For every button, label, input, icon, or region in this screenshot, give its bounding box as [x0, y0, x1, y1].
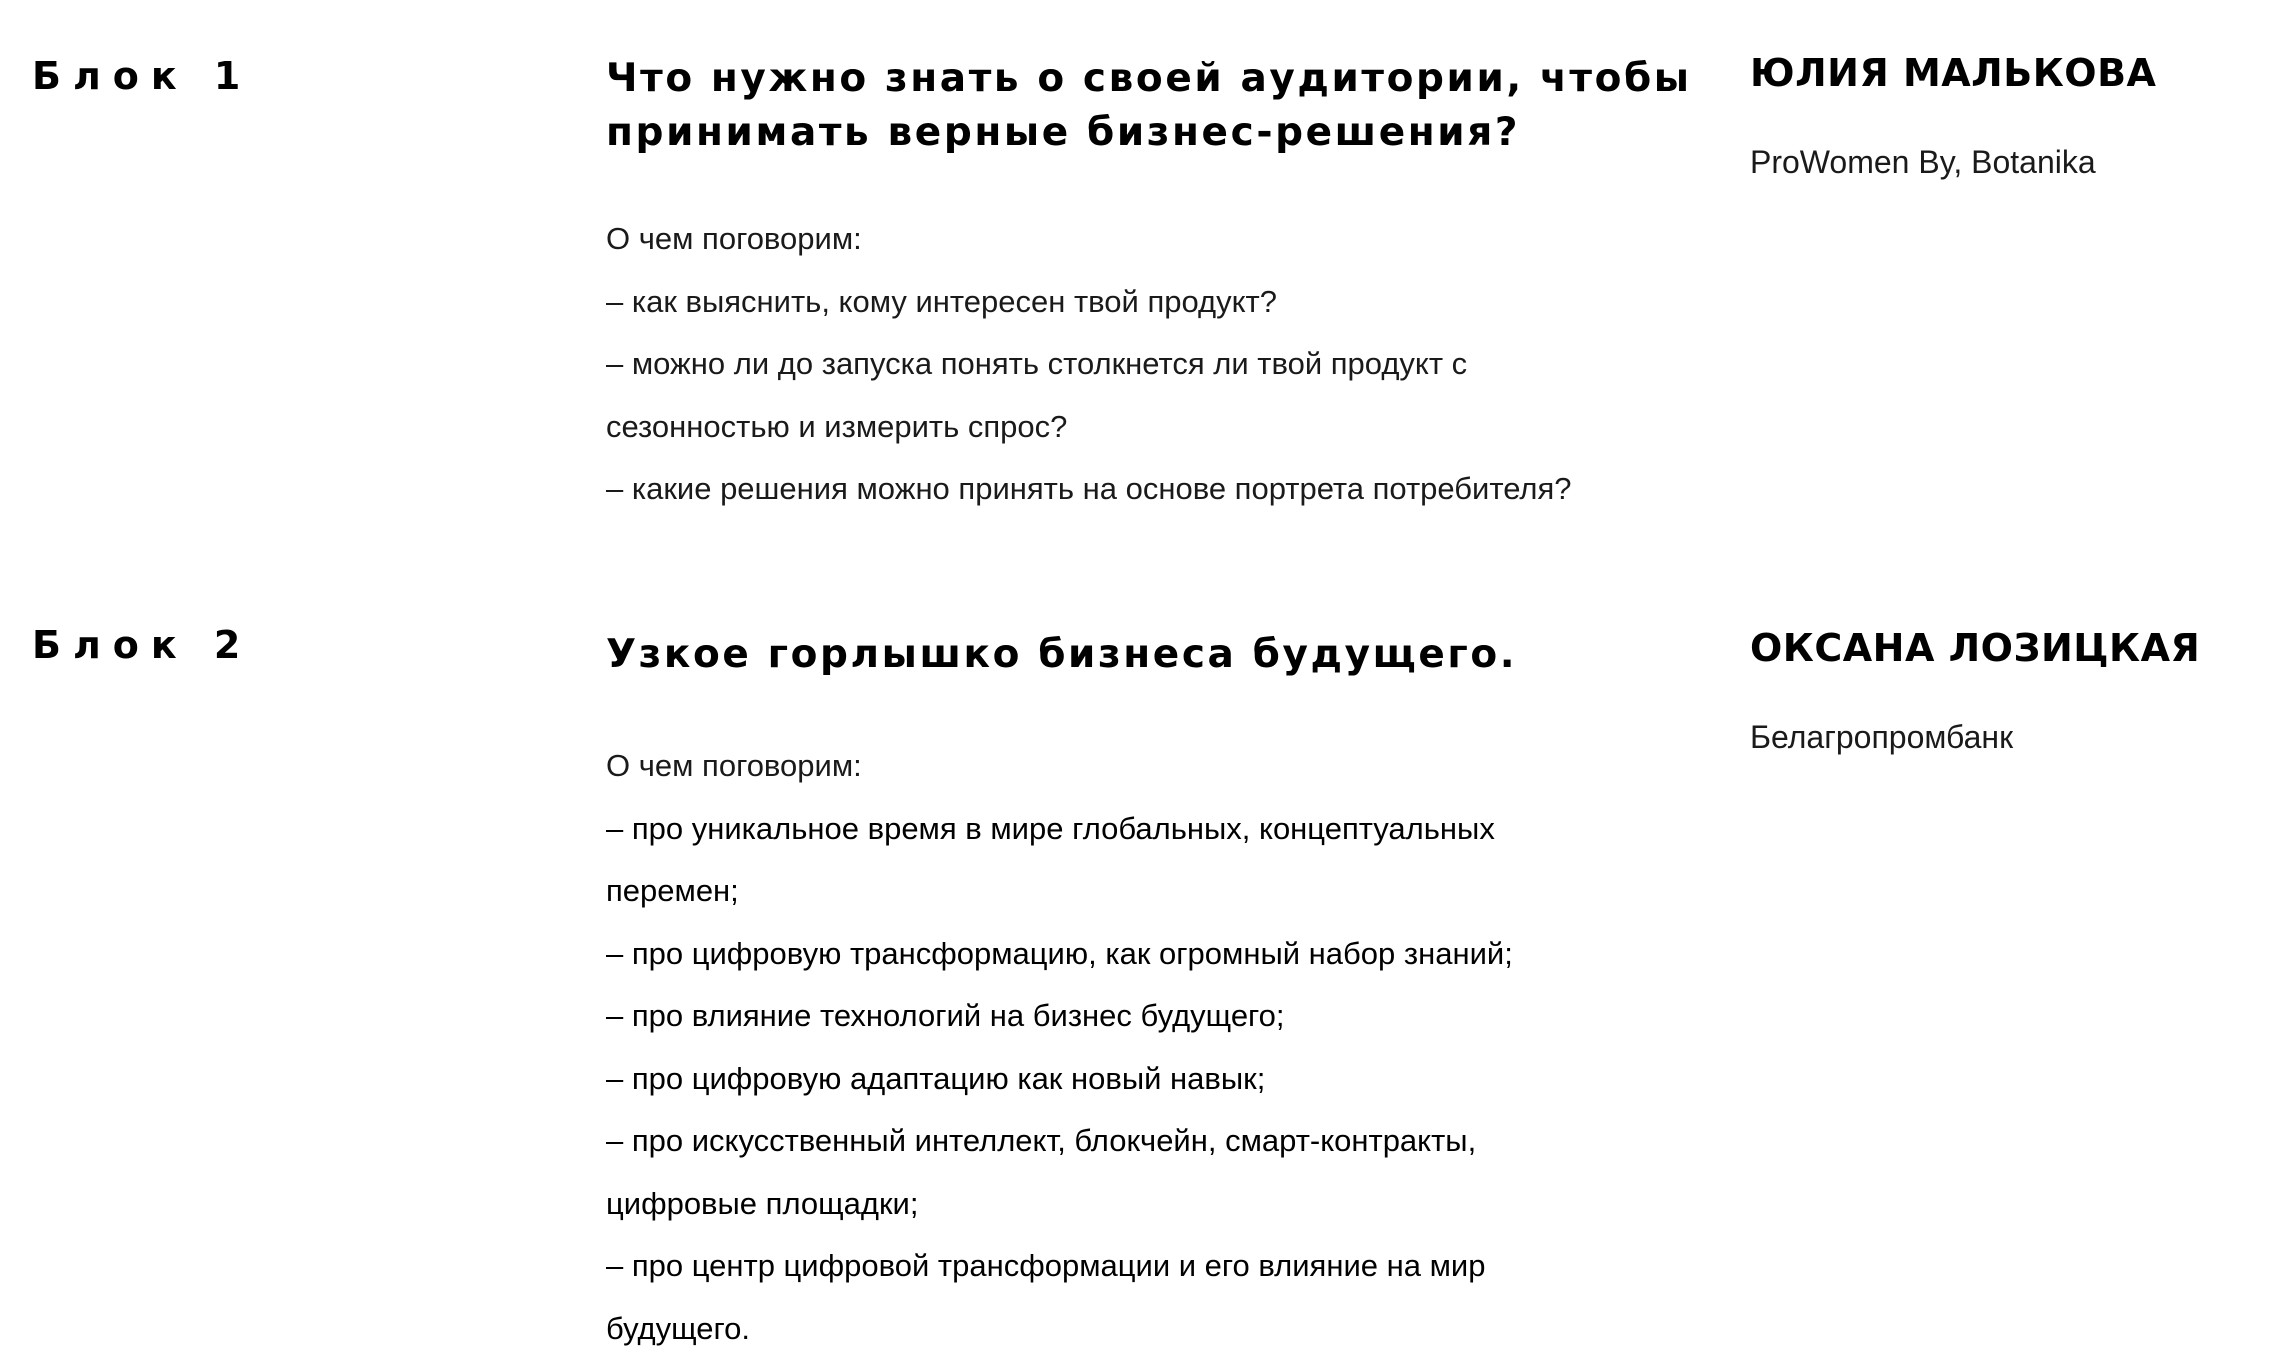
agenda-item: сезонностью и измерить спрос?	[606, 408, 1068, 444]
agenda-item: перемен;	[606, 873, 739, 908]
speaker-org: ProWomen By, Botanika	[1750, 144, 2096, 180]
speaker-card	[1750, 48, 2270, 182]
agenda-item: цифровые площадки;	[606, 1185, 919, 1221]
program-block-1	[0, 0, 2278, 540]
agenda-item: – как выяснить, кому интересен твой продукт?	[606, 283, 1277, 319]
block-label: Блок 2	[32, 623, 253, 667]
topic-title	[606, 628, 1686, 682]
speaker-name: ЮЛИЯ МАЛЬКОВА	[1750, 51, 2157, 95]
agenda-item: – про искусственный интеллект, блокчейн, смарт-контракты,	[606, 1123, 1477, 1158]
speaker-org: Белагропромбанк	[1750, 719, 2014, 755]
agenda-list	[606, 735, 1686, 1360]
topic-content	[606, 52, 1692, 521]
topic-content	[606, 628, 1686, 1360]
agenda-item: – про влияние технологий на бизнес будущего;	[606, 998, 1285, 1033]
topic-title-line: Что нужно знать о своей аудитории, чтобы	[606, 56, 1692, 101]
agenda-item: – какие решения можно принять на основе портрета потребителя?	[606, 471, 1572, 506]
topic-title	[606, 52, 1692, 160]
speaker-name: ОКСАНА ЛОЗИЦКАЯ	[1750, 626, 2201, 670]
agenda-item: – про цифровую адаптацию как новый навык;	[606, 1060, 1266, 1096]
agenda-item: – про уникальное время в мире глобальных, концептуальных	[606, 810, 1495, 846]
agenda-list	[606, 208, 1686, 521]
agenda-item: – про цифровую трансформацию, как огромный набор знаний;	[606, 935, 1513, 971]
topic-title-line: принимать верные бизнес-решения?	[606, 110, 1521, 155]
program-block-2	[0, 575, 2278, 1366]
agenda-item: будущего.	[606, 1310, 751, 1346]
block-label: Блок 1	[32, 54, 253, 98]
speaker-card	[1750, 623, 2270, 757]
agenda-item: – можно ли до запуска понять столкнется ли твой продукт с	[606, 346, 1468, 381]
topic-title-line: Узкое горлышко бизнеса будущего.	[606, 632, 1518, 677]
agenda-item: – про центр цифровой трансформации и его влияние на мир	[606, 1248, 1486, 1283]
agenda-intro: О чем поговорим:	[606, 221, 862, 256]
agenda-intro: О чем поговорим:	[606, 748, 862, 783]
